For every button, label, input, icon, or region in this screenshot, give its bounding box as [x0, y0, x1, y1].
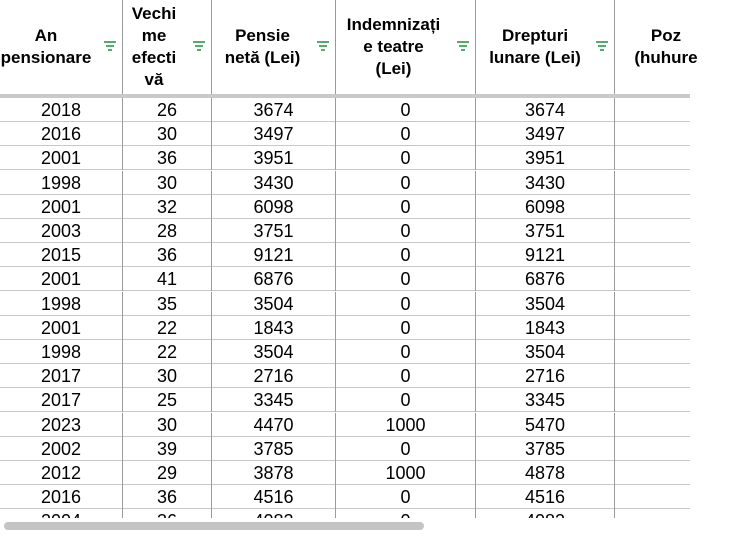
table-cell[interactable]: 2716: [476, 364, 615, 388]
table-cell[interactable]: 2002: [0, 437, 123, 461]
table-cell[interactable]: 2001: [0, 267, 123, 291]
table-cell[interactable]: 3785: [212, 437, 336, 461]
table-row: [0, 437, 690, 461]
table-cell[interactable]: 26: [123, 98, 212, 122]
bottom-area: [0, 518, 690, 550]
table-cell[interactable]: [615, 437, 695, 461]
scrollbar-thumb[interactable]: [4, 522, 424, 530]
header-indemnizatie[interactable]: [336, 0, 476, 94]
table-cell[interactable]: 2716: [212, 364, 336, 388]
table-cell[interactable]: 0: [336, 316, 476, 340]
table-cell[interactable]: 2012: [0, 461, 123, 485]
header-row: [0, 0, 698, 95]
table-cell[interactable]: 28: [123, 219, 212, 243]
table-row: [0, 219, 690, 243]
table-cell[interactable]: [615, 98, 695, 122]
table-cell[interactable]: 0: [336, 219, 476, 243]
table-cell[interactable]: 1998: [0, 292, 123, 316]
table-cell[interactable]: 1998: [0, 171, 123, 195]
table-cell[interactable]: 0: [336, 485, 476, 509]
table-row: [0, 122, 690, 146]
table-cell[interactable]: 3504: [476, 292, 615, 316]
table-cell[interactable]: 35: [123, 292, 212, 316]
header-label: Pensie netă (Lei): [224, 26, 301, 67]
table-row: [0, 146, 690, 170]
table-cell[interactable]: 0: [336, 195, 476, 219]
table-cell[interactable]: 3785: [476, 437, 615, 461]
table-cell[interactable]: [615, 364, 695, 388]
table-cell[interactable]: 1843: [476, 316, 615, 340]
table-cell[interactable]: 30: [123, 413, 212, 437]
table-row: [0, 98, 690, 122]
table-cell[interactable]: 0: [336, 267, 476, 291]
table-cell[interactable]: 36: [123, 485, 212, 509]
table-row: [0, 388, 690, 412]
table-row: [0, 316, 690, 340]
table-cell[interactable]: 3345: [212, 388, 336, 412]
header-label: An pensionare: [0, 26, 92, 67]
table-cell[interactable]: 0: [336, 146, 476, 170]
table-row: [0, 413, 690, 437]
table-cell[interactable]: 30: [123, 364, 212, 388]
table-cell[interactable]: 9121: [476, 243, 615, 267]
table-cell[interactable]: 0: [336, 364, 476, 388]
table-cell[interactable]: 9121: [212, 243, 336, 267]
table-cell[interactable]: 0: [336, 171, 476, 195]
filter-icon[interactable]: [596, 41, 608, 51]
table-cell[interactable]: 30: [123, 122, 212, 146]
table-cell[interactable]: 2017: [0, 388, 123, 412]
table-cell[interactable]: 30: [123, 171, 212, 195]
table-cell[interactable]: [615, 195, 695, 219]
table-cell[interactable]: 6098: [212, 195, 336, 219]
table-cell[interactable]: 3951: [212, 146, 336, 170]
table-cell[interactable]: [615, 243, 695, 267]
table-cell[interactable]: 3878: [212, 461, 336, 485]
table-cell[interactable]: 36: [123, 146, 212, 170]
table-cell[interactable]: 1843: [212, 316, 336, 340]
table-cell[interactable]: 1000: [336, 461, 476, 485]
header-an-pensionare[interactable]: [0, 0, 123, 94]
table-cell[interactable]: 0: [336, 292, 476, 316]
table-cell[interactable]: 3497: [476, 122, 615, 146]
table-cell[interactable]: [615, 171, 695, 195]
table-cell[interactable]: 2016: [0, 485, 123, 509]
table-cell[interactable]: [615, 413, 695, 437]
table-row: [0, 340, 690, 364]
table-cell[interactable]: 0: [336, 437, 476, 461]
table-cell[interactable]: [615, 267, 695, 291]
table-cell[interactable]: 2003: [0, 219, 123, 243]
table-cell[interactable]: 5470: [476, 413, 615, 437]
table-cell[interactable]: [615, 122, 695, 146]
table-cell[interactable]: 0: [336, 122, 476, 146]
table-row: [0, 171, 690, 195]
table-cell[interactable]: 3504: [212, 340, 336, 364]
table-cell[interactable]: 2001: [0, 195, 123, 219]
table-cell[interactable]: 0: [336, 98, 476, 122]
header-label: Poz (huhure: [634, 26, 698, 67]
header-label: Drepturi lunare (Lei): [489, 26, 581, 67]
header-drepturi-lunare[interactable]: [476, 0, 615, 94]
table-cell[interactable]: 39: [123, 437, 212, 461]
table-cell[interactable]: 4470: [212, 413, 336, 437]
table-cell[interactable]: [615, 316, 695, 340]
table-cell[interactable]: 22: [123, 316, 212, 340]
table-row: [0, 485, 690, 509]
table-row: [0, 267, 690, 291]
filter-icon[interactable]: [104, 41, 116, 51]
table-cell[interactable]: 6098: [476, 195, 615, 219]
horizontal-scrollbar[interactable]: [0, 520, 690, 532]
table-cell[interactable]: [615, 219, 695, 243]
table-row: [0, 461, 690, 485]
filter-icon[interactable]: [457, 41, 469, 51]
table-cell[interactable]: 3674: [476, 98, 615, 122]
table-row: [0, 195, 690, 219]
table-cell[interactable]: 4516: [212, 485, 336, 509]
filter-icon[interactable]: [317, 41, 329, 51]
filter-icon[interactable]: [193, 41, 205, 51]
table-cell[interactable]: 3951: [476, 146, 615, 170]
table-cell[interactable]: 2017: [0, 364, 123, 388]
table-cell[interactable]: 3751: [212, 219, 336, 243]
table-cell[interactable]: 6876: [212, 267, 336, 291]
header-pozitie[interactable]: [615, 0, 735, 94]
table-cell[interactable]: 36: [123, 243, 212, 267]
header-vechime[interactable]: [123, 0, 212, 94]
header-pensie-neta[interactable]: [212, 0, 336, 94]
table-cell[interactable]: 3430: [212, 171, 336, 195]
table-cell[interactable]: 41: [123, 267, 212, 291]
table-cell[interactable]: 3751: [476, 219, 615, 243]
table-cell[interactable]: 29: [123, 461, 212, 485]
table-cell[interactable]: 3345: [476, 388, 615, 412]
table-cell[interactable]: 32: [123, 195, 212, 219]
table-cell[interactable]: 1000: [336, 413, 476, 437]
table-cell[interactable]: 2001: [0, 146, 123, 170]
table-cell[interactable]: 1998: [0, 340, 123, 364]
table-cell[interactable]: 2015: [0, 243, 123, 267]
table-cell[interactable]: 2023: [0, 413, 123, 437]
table-cell[interactable]: 4878: [476, 461, 615, 485]
table-cell[interactable]: 3674: [212, 98, 336, 122]
table-cell[interactable]: 25: [123, 388, 212, 412]
table-cell[interactable]: 3497: [212, 122, 336, 146]
table-cell[interactable]: 0: [336, 388, 476, 412]
header-label: Vechi me efecti vă: [131, 4, 177, 89]
table-cell[interactable]: 2001: [0, 316, 123, 340]
table-cell[interactable]: 3430: [476, 171, 615, 195]
table-cell[interactable]: 2018: [0, 98, 123, 122]
table-cell[interactable]: 3504: [476, 340, 615, 364]
table-row: [0, 243, 690, 267]
table-cell[interactable]: 2016: [0, 122, 123, 146]
table-cell[interactable]: 4516: [476, 485, 615, 509]
table-row: [0, 292, 690, 316]
header-label: Indemnizați e teatre (Lei): [346, 15, 441, 78]
table-cell[interactable]: [615, 388, 695, 412]
table-row: [0, 364, 690, 388]
table-cell[interactable]: 3504: [212, 292, 336, 316]
table-cell[interactable]: 22: [123, 340, 212, 364]
table-cell[interactable]: [615, 292, 695, 316]
table-cell[interactable]: [615, 146, 695, 170]
table-cell[interactable]: [615, 461, 695, 485]
table-cell[interactable]: 6876: [476, 267, 615, 291]
table-cell[interactable]: [615, 340, 695, 364]
table-cell[interactable]: [615, 485, 695, 509]
table-cell[interactable]: 0: [336, 340, 476, 364]
table-cell[interactable]: 0: [336, 243, 476, 267]
